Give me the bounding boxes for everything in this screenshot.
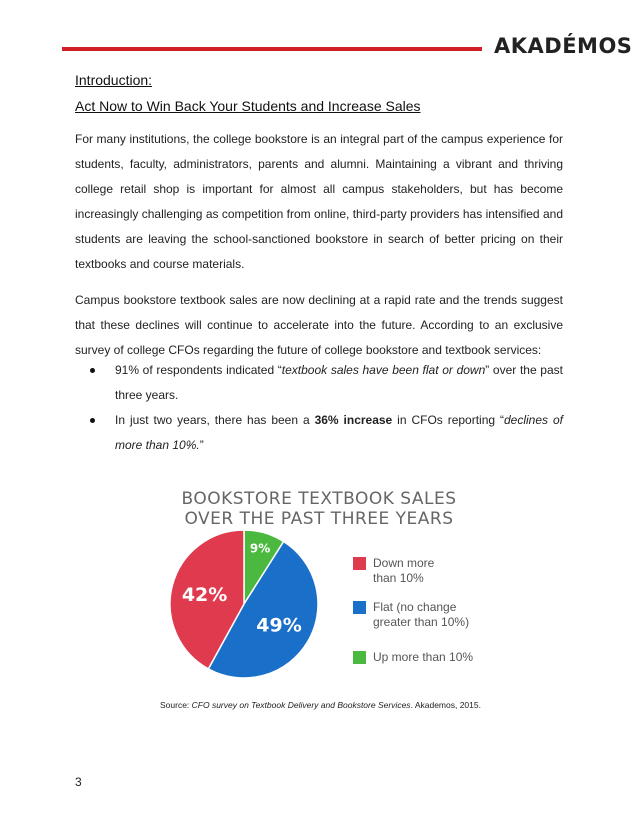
- pie-chart-figure: [160, 485, 478, 692]
- paragraph-1: For many institutions, the college bookstore is an integral part of the campus experience for students, faculty, administrators, parents and alumni. Maintaining a vibrant and thriving college retail shop is important for almost all campus stakeholders, but has become increasingly challenging as competition from online, third-party providers has intensified and students are leaving the school-sanctioned bookstore in search of better pricing on their textbooks and course materials.: [75, 132, 563, 271]
- chart-source: [160, 700, 490, 710]
- legend-swatch-flat: [353, 601, 366, 614]
- legend-swatch-up: [353, 651, 366, 664]
- section-title: Act Now to Win Back Your Students and Increase Sales: [75, 98, 421, 114]
- chart-title-line-2: OVER THE PAST THREE YEARS: [184, 509, 454, 529]
- legend-swatch-down: [353, 557, 366, 570]
- pie-label-0: 42%: [181, 583, 228, 606]
- bullet-1-pre: 91% of respondents indicated “: [115, 363, 282, 377]
- bullet-item-2: [75, 408, 563, 458]
- source-suffix: . Akademos, 2015.: [410, 700, 481, 710]
- pie-label-1: 49%: [256, 614, 302, 637]
- bullet-2-strong: 36% increase: [314, 413, 393, 427]
- bullet-2-emphasis: declines of more than 10%.: [115, 413, 563, 452]
- legend-label-flat-1: Flat (no change: [373, 600, 457, 614]
- pie-label-2: 9%: [249, 541, 271, 556]
- bullet-dot-icon: [90, 418, 95, 423]
- company-logo: AKADÉMOS: [494, 34, 633, 58]
- bullet-1-post: ” over the past three years.: [115, 363, 563, 402]
- bullet-dot-icon: [90, 368, 95, 373]
- legend-label-flat-2: greater than 10%): [373, 615, 470, 629]
- bullet-1-emphasis: textbook sales have been flat or down: [281, 363, 486, 377]
- chart-title-line-1: BOOKSTORE TEXTBOOK SALES: [181, 489, 457, 509]
- paragraph-2: Campus bookstore textbook sales are now declining at a rapid rate and the trends suggest that these declines will continue to accelerate into the future. According to an exclusive survey of college CFOs regarding the future of college bookstore and textbook services:: [75, 293, 563, 357]
- legend-label-down-2: than 10%: [373, 571, 424, 585]
- bullet-list: [75, 358, 563, 458]
- header-rule: [62, 47, 482, 51]
- section-label: Introduction:: [75, 72, 153, 88]
- legend-label-up: Up more than 10%: [373, 650, 474, 664]
- bullet-2-pre: In just two years, there has been a: [115, 413, 315, 427]
- source-prefix: Source:: [160, 700, 192, 710]
- legend-label-down-1: Down more: [373, 556, 435, 570]
- bullet-2-post: ”: [199, 438, 204, 452]
- source-title: CFO survey on Textbook Delivery and Bookstore Services: [191, 700, 411, 710]
- bullet-item-1: [75, 358, 563, 408]
- bullet-2-mid: in CFOs reporting “: [392, 413, 504, 427]
- page-number: 3: [75, 775, 82, 789]
